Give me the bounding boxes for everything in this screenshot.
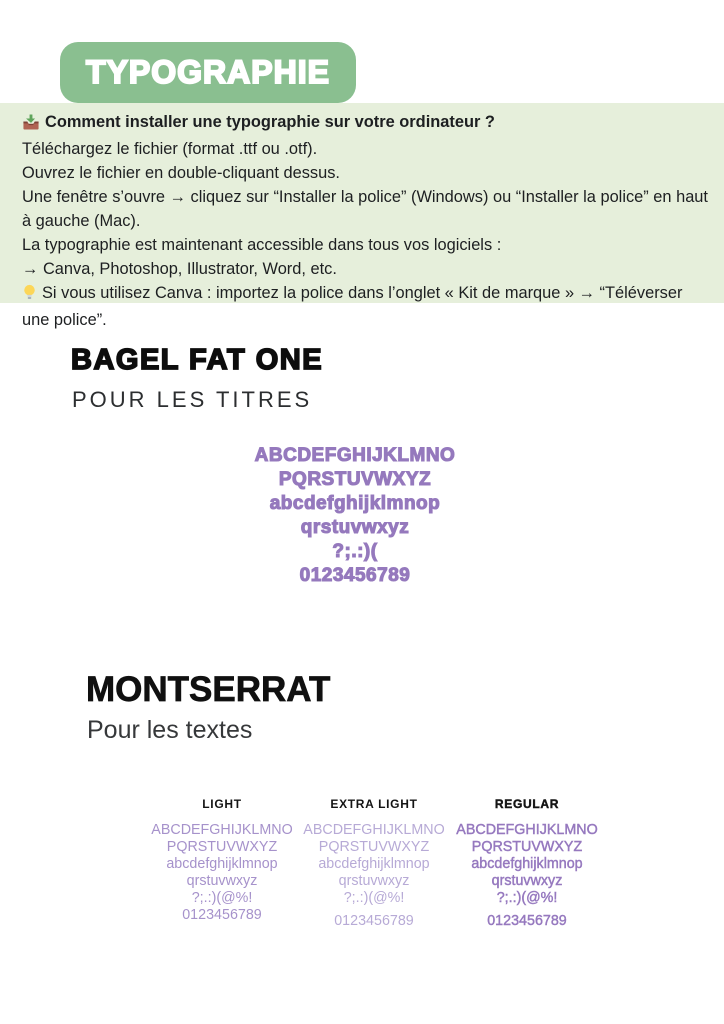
specimen-line: 0123456789 [334, 913, 414, 929]
title-font-name: BAGEL FAT ONE [71, 344, 324, 376]
weight-label: LIGHT [202, 797, 242, 811]
specimen-line: ABCDEFGHIJKLMNO [456, 822, 598, 838]
instructions-heading: Comment installer une typographie sur votre ordinateur ? [45, 113, 495, 131]
title-font-usage: POUR LES TITRES [72, 387, 313, 412]
specimen-line: ?;.:)(@%! [343, 890, 405, 906]
specimen-line: abcdefghijklmnop [318, 856, 430, 872]
specimen-line: ?;.:)(@%! [191, 890, 253, 906]
instruction-line: Ouvrez le fichier en double-cliquant dessus. [22, 164, 340, 182]
text-font-name: MONTSERRAT [86, 670, 331, 709]
specimen-line: 0123456789 [487, 913, 567, 929]
weight-label: REGULAR [494, 797, 560, 811]
specimen-line: ?;.:)( [332, 541, 378, 562]
specimen-line: abcdefghijklmnop [166, 856, 278, 872]
specimen-line: abcdefghijklmnop [269, 493, 441, 514]
specimen-line: qrstuvwxyz [491, 873, 563, 889]
weight-column-extra-light [286, 796, 462, 930]
specimen-line: PQRSTUVWXYZ [278, 469, 432, 490]
title-font-specimen [212, 444, 498, 588]
specimen-line: 0123456789 [299, 565, 411, 586]
specimen-line: ABCDEFGHIJKLMNO [254, 445, 456, 466]
specimen-line: qrstuvwxyz [186, 873, 258, 889]
install-instructions-band [0, 103, 724, 329]
instruction-line: Téléchargez le fichier (format .ttf ou .otf). [22, 140, 318, 158]
instruction-line: La typographie est maintenant accessible dans tous vos logiciels : [22, 236, 502, 254]
canva-tip-line [22, 281, 710, 332]
specimen-line: ABCDEFGHIJKLMNO [303, 822, 445, 838]
light-bulb-icon [22, 284, 37, 308]
typographie-badge [60, 42, 356, 103]
weight-column-regular [439, 796, 615, 930]
specimen-line: qrstuvwxyz [300, 517, 410, 538]
specimen-line: PQRSTUVWXYZ [471, 839, 583, 855]
text-font-usage: Pour les textes [87, 716, 253, 744]
instruction-line: → Canva, Photoshop, Illustrator, Word, etc. [22, 260, 337, 278]
specimen-line: ?;.:)(@%! [496, 890, 558, 906]
specimen-line: abcdefghijklmnop [471, 856, 583, 872]
canva-tip-text: Si vous utilisez Canva : importez la police dans l’onglet « Kit de marque » → “Téléverser une police”. [22, 284, 683, 329]
specimen-line: 0123456789 [182, 907, 262, 923]
page-title: TYPOGRAPHIE [86, 54, 330, 90]
weight-column-light [134, 796, 310, 924]
instruction-line: Une fenêtre s’ouvre → cliquez sur “Installer la police” (Windows) ou “Installer la police” en haut à gauche (Mac). [22, 188, 708, 230]
weight-label: EXTRA LIGHT [330, 797, 418, 811]
specimen-line: PQRSTUVWXYZ [318, 839, 430, 855]
specimen-line: ABCDEFGHIJKLMNO [151, 822, 293, 838]
inbox-tray-icon [22, 113, 40, 137]
specimen-line: PQRSTUVWXYZ [166, 839, 278, 855]
instructions-heading-line [22, 110, 710, 137]
specimen-line: qrstuvwxyz [338, 873, 410, 889]
